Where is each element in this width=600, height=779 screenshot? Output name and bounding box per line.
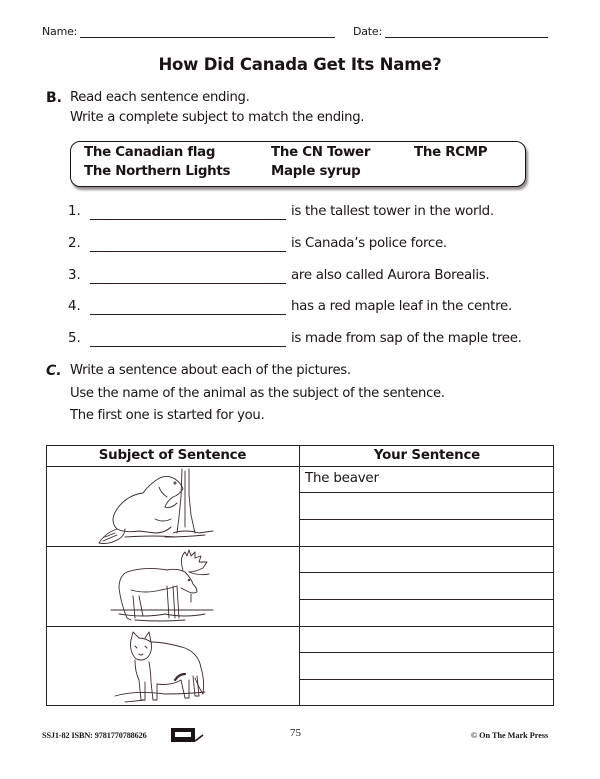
question-ending: is the tallest tower in the world. [291, 204, 494, 219]
beaver-illustration [95, 467, 220, 547]
moose-illustration [105, 548, 220, 626]
word-bank-item: Maple syrup [271, 164, 361, 179]
sentence-input-beaver-2[interactable] [301, 494, 553, 518]
wolf-illustration [105, 628, 215, 706]
word-bank-item: The Canadian flag [84, 145, 216, 160]
word-bank-item: The CN Tower [271, 145, 371, 160]
page-number: 75 [290, 727, 301, 739]
sentence-input-moose-3[interactable] [301, 601, 553, 625]
question-number: 5. [68, 331, 81, 346]
sentence-input-beaver-1[interactable] [380, 468, 552, 491]
table-row-divider [46, 626, 554, 627]
sentence-input-moose-1[interactable] [301, 548, 553, 571]
answer-blank-5[interactable] [90, 333, 286, 347]
section-c-instruction-3: The first one is started for you. [70, 408, 265, 423]
question-number: 2. [68, 236, 81, 251]
sentence-starter: The beaver [305, 471, 379, 486]
footer-copyright: © On The Mark Press [471, 731, 549, 740]
date-field[interactable] [385, 37, 548, 38]
section-b-letter: B. [46, 90, 62, 106]
writing-line [299, 572, 554, 573]
sentence-input-wolf-2[interactable] [301, 654, 553, 678]
writing-line [299, 599, 554, 600]
sentence-input-wolf-3[interactable] [301, 681, 553, 705]
table-header-subject: Subject of Sentence [98, 448, 247, 463]
answer-blank-2[interactable] [90, 238, 286, 252]
sentence-input-moose-2[interactable] [301, 574, 553, 598]
page-title: How Did Canada Get Its Name? [158, 55, 442, 74]
writing-line [299, 652, 554, 653]
name-field[interactable] [80, 37, 335, 38]
question-number: 4. [68, 299, 81, 314]
date-label: Date: [353, 25, 382, 38]
writing-line [299, 519, 554, 520]
section-c-letter: C. [46, 363, 62, 379]
photocopier-icon [171, 727, 205, 743]
section-b-instruction-1: Read each sentence ending. [70, 90, 250, 105]
answer-blank-1[interactable] [90, 206, 286, 220]
question-ending: has a red maple leaf in the centre. [291, 299, 512, 314]
answer-blank-4[interactable] [90, 301, 286, 315]
answer-blank-3[interactable] [90, 270, 286, 284]
section-c-instruction-2: Use the name of the animal as the subject of the sentence. [70, 386, 445, 401]
section-b-instruction-2: Write a complete subject to match the ending. [70, 110, 365, 125]
writing-line [299, 679, 554, 680]
question-number: 1. [68, 204, 81, 219]
section-c-instruction-1: Write a sentence about each of the pictures. [70, 363, 351, 378]
question-number: 3. [68, 268, 81, 283]
question-ending: is Canada’s police force. [291, 236, 447, 251]
sentence-input-wolf-1[interactable] [301, 628, 553, 651]
question-ending: is made from sap of the maple tree. [291, 331, 522, 346]
word-bank-item: The RCMP [414, 145, 488, 160]
table-column-divider [299, 445, 300, 706]
writing-line [299, 492, 554, 493]
word-bank-item: The Northern Lights [84, 164, 231, 179]
sentence-input-beaver-3[interactable] [301, 521, 553, 545]
table-header-sentence: Your Sentence [373, 448, 481, 463]
footer-isbn: SSJ1-82 ISBN: 9781770788626 [42, 731, 147, 740]
question-ending: are also called Aurora Borealis. [291, 268, 490, 283]
name-label: Name: [42, 25, 78, 38]
